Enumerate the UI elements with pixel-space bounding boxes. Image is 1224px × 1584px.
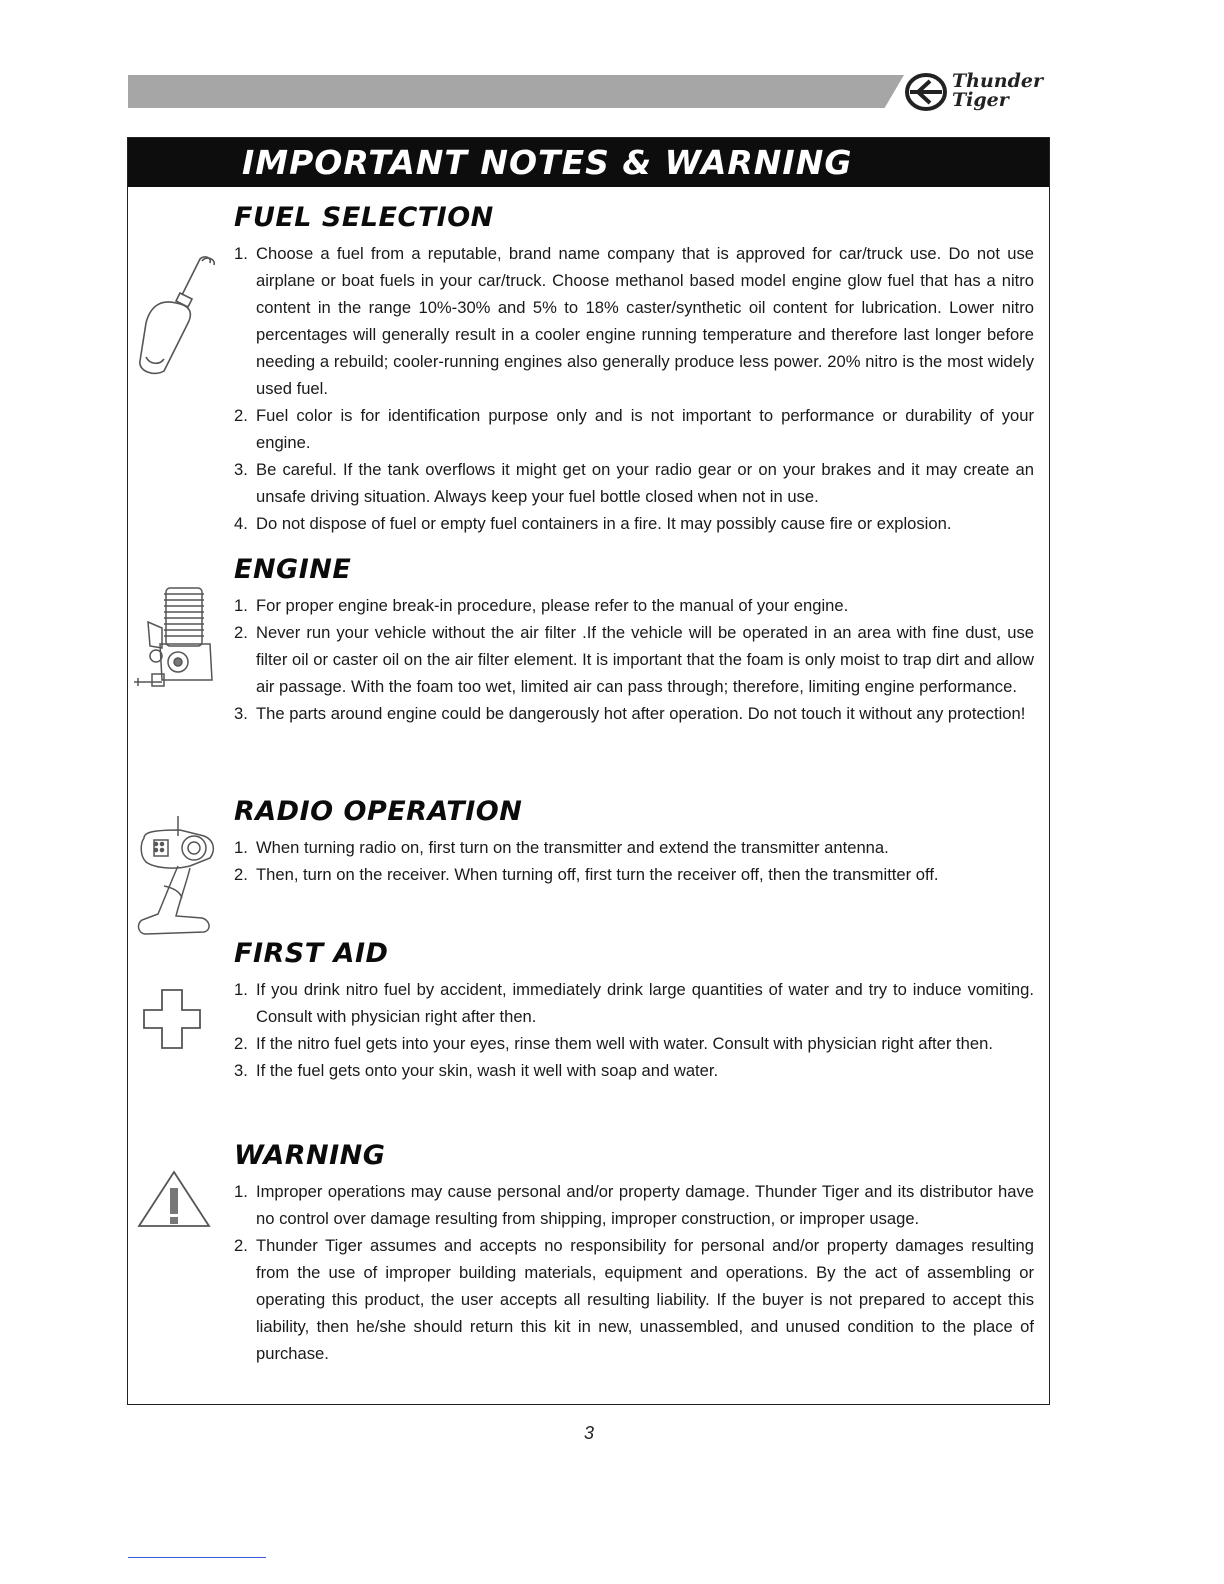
list-item: 1. Improper operations may cause personal and/or property damage. Thunder Tiger and its distributor have no control over damage resulting from shipping, improper construction, or improper usage. <box>234 1182 1034 1228</box>
page-number: 3 <box>583 1423 594 1443</box>
list-item: 3. Be careful. If the tank overflows it might get on your radio gear or on your brakes and it may create an unsafe driving situation. Always keep your fuel bottle closed when not in use. <box>234 460 1034 506</box>
brand-logo <box>904 70 1043 116</box>
notes-panel <box>127 137 1050 1405</box>
list-item: 1. When turning radio on, first turn on the transmitter and extend the transmitter antenna. <box>234 838 889 857</box>
list-item: 3. The parts around engine could be dangerously hot after operation. Do not touch it without any protection! <box>234 704 1026 723</box>
list-item: 3. If the fuel gets onto your skin, wash it well with soap and water. <box>234 1061 719 1080</box>
list-item: 1. If you drink nitro fuel by accident, immediately drink large quantities of water and try to induce vomiting. Consult with physician right after then. <box>234 980 1034 1026</box>
list-item: 4. Do not dispose of fuel or empty fuel containers in a fire. It may possibly cause fire or explosion. <box>234 514 952 533</box>
section-engine <box>234 554 1034 727</box>
section-first-aid <box>234 938 1034 1084</box>
list-item: 2. Fuel color is for identification purpose only and is not important to performance or durability of your engine. <box>234 406 1034 452</box>
engine-icon <box>132 582 216 694</box>
section-title: WARNING <box>234 1140 386 1171</box>
list-item: 2. Never run your vehicle without the air filter .If the vehicle will be operated in an area with fine dust, use filter oil or caster oil on the air filter element. It is important that the foam is only moist to trap dirt and allow air passage. With the foam too wet, limited air can pass through; therefore, limiting engine performance. <box>234 623 1034 696</box>
transmitter-icon <box>134 814 218 940</box>
brand-logo-emblem-icon <box>904 72 948 112</box>
brand-name-line2: Tiger <box>952 89 1009 111</box>
section-title: ENGINE <box>234 554 352 585</box>
brand-name-line1: Thunder <box>952 70 1043 92</box>
first-aid-cross-icon <box>142 988 202 1050</box>
list-item: 1. Choose a fuel from a reputable, brand name company that is approved for car/truck use. Do not use airplane or boat fuels in your car/truck. Choose methanol based model engine glow fuel that has a nitro content in the range 10%-30% and 5% to 18% caster/synthetic oil content for lubrication. Lower nitro percentages will generally result in a cooler engine running temperature and therefore last longer before needing a rebuild; cooler-running engines also generally produce less power. 20% nitro is the most widely used fuel. <box>234 244 1034 398</box>
footer-link-underline <box>128 1557 266 1558</box>
fuel-bottle-icon <box>136 253 218 378</box>
section-title: FUEL SELECTION <box>234 202 494 233</box>
list-item: 2. Thunder Tiger assumes and accepts no responsibility for personal and/or property damages resulting from the use of improper building materials, equipment and operations. By the act of assembling or operating this product, the user accepts all resulting liability. If the buyer is not prepared to accept this liability, then he/she should return this kit in new, unassembled, and unused condition to the place of purchase. <box>234 1236 1034 1363</box>
warning-triangle-icon <box>136 1168 212 1230</box>
section-warning <box>234 1140 1034 1367</box>
section-radio-operation <box>234 796 1034 888</box>
section-fuel-selection <box>234 202 1034 537</box>
list-item: 2. Then, turn on the receiver. When turning off, first turn the receiver off, then the transmitter off. <box>234 865 939 884</box>
list-item: 1. For proper engine break-in procedure, please refer to the manual of your engine. <box>234 596 849 615</box>
page-title: IMPORTANT NOTES & WARNING <box>128 138 1049 187</box>
header-bar <box>128 75 904 108</box>
section-title: RADIO OPERATION <box>234 796 523 827</box>
list-item: 2. If the nitro fuel gets into your eyes, rinse them well with water. Consult with physician right after then. <box>234 1034 993 1053</box>
section-title: FIRST AID <box>234 938 389 969</box>
